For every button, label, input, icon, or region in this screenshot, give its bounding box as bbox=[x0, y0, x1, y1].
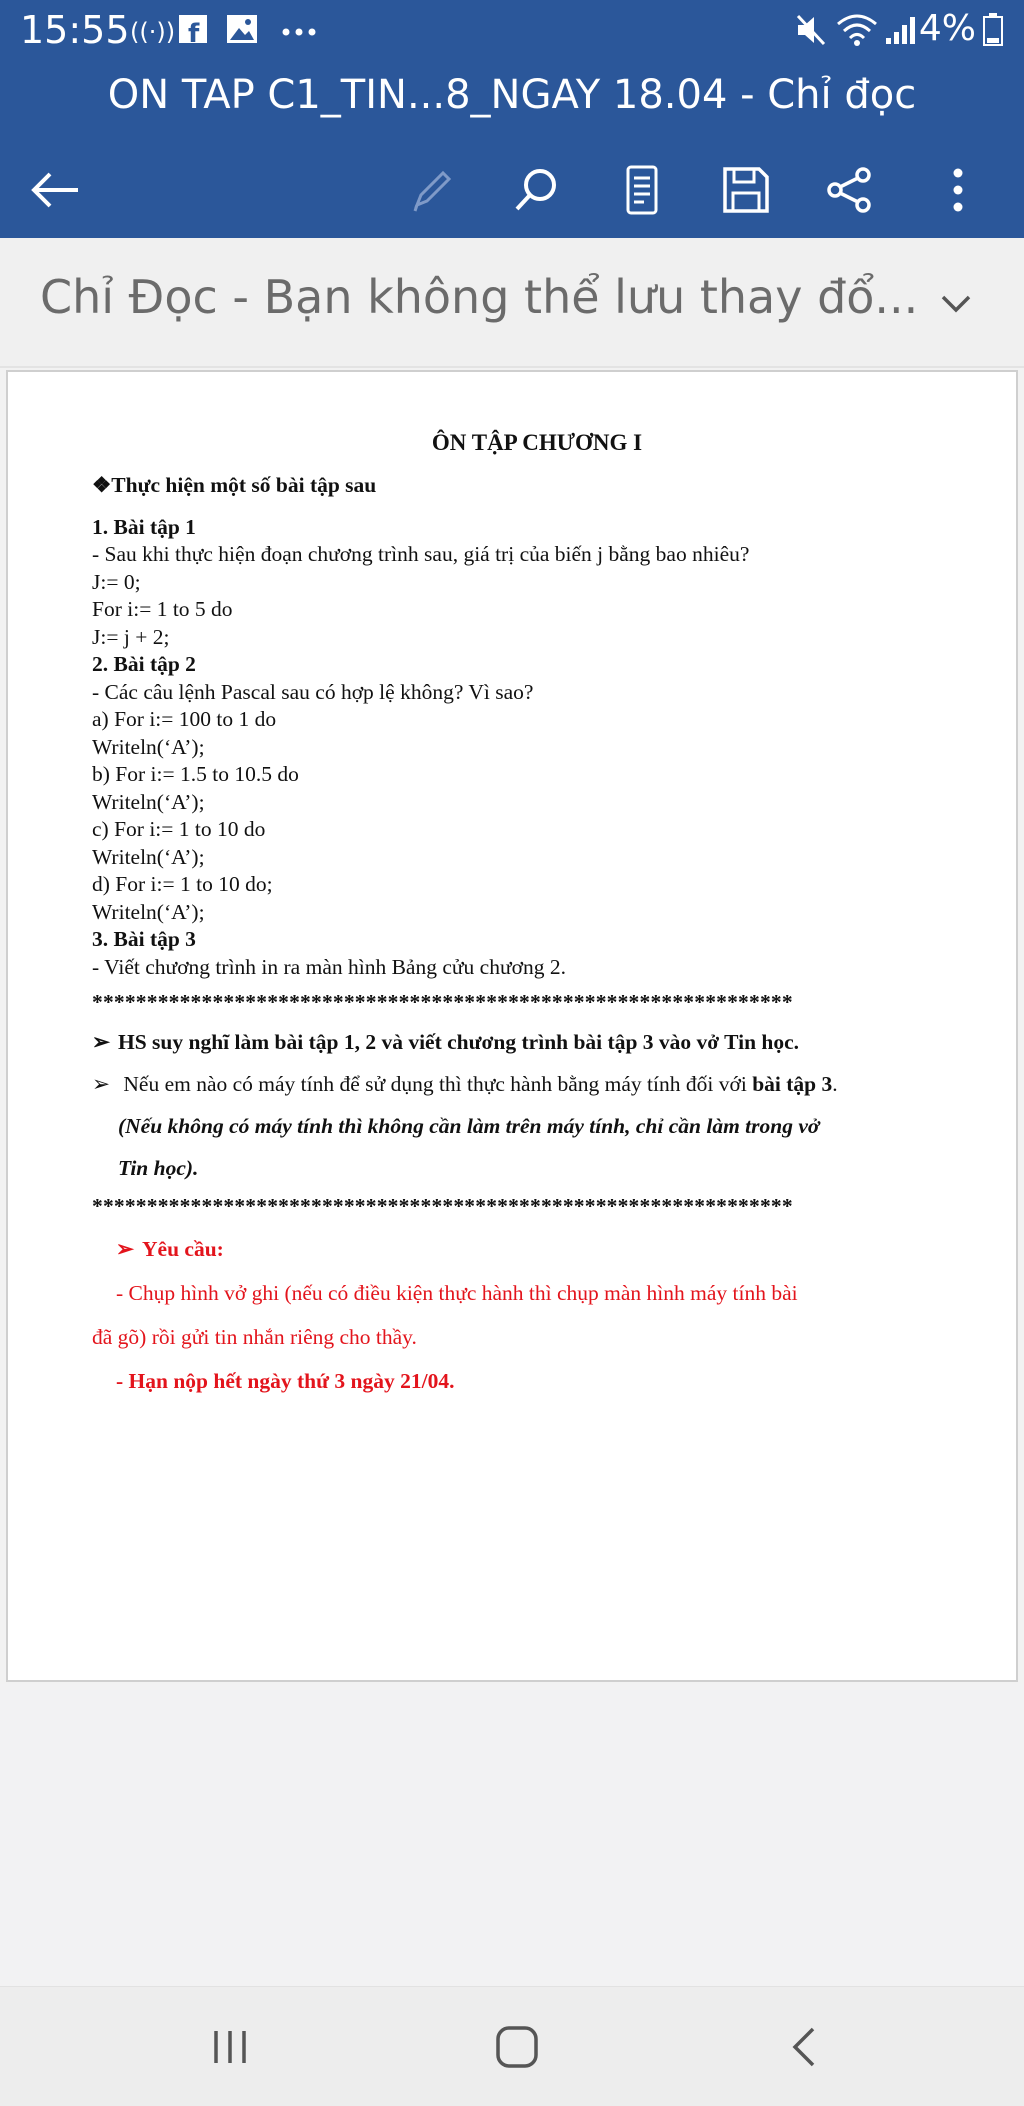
requirement-line-2: đã gõ) rồi gửi tin nhắn riêng cho thầy. bbox=[92, 1325, 417, 1349]
expand-banner-button[interactable] bbox=[928, 276, 984, 332]
deadline: - Hạn nộp hết ngày thứ 3 ngày 21/04. bbox=[116, 1369, 455, 1393]
doc-line: b) For i:= 1.5 to 10.5 do bbox=[92, 762, 299, 786]
doc-line: J:= 0; bbox=[92, 569, 141, 594]
wifi-icon bbox=[836, 12, 878, 52]
exercise-1-heading: 1. Bài tập 1 bbox=[92, 514, 196, 539]
status-bar bbox=[0, 0, 1024, 62]
back-icon bbox=[789, 2025, 819, 2069]
doc-line: c) For i:= 1 to 10 do bbox=[92, 817, 266, 841]
read-only-banner[interactable] bbox=[0, 238, 1024, 368]
separator: **************************************************************** bbox=[92, 990, 793, 1014]
requirements-title: Yêu cầu: bbox=[142, 1237, 224, 1261]
signal-icon bbox=[884, 12, 920, 52]
recent-apps-button[interactable] bbox=[190, 2007, 270, 2087]
note-2-italic-2: Tin học). bbox=[118, 1156, 199, 1180]
note-2 bbox=[92, 1063, 972, 1105]
separator: **************************************************************** bbox=[92, 1194, 793, 1218]
more-options-button[interactable] bbox=[918, 150, 998, 230]
exercise-3-heading: 3. Bài tập 3 bbox=[92, 927, 196, 951]
note-1-text: HS suy nghĩ làm bài tập 1, 2 và viết chương trình bài tập 3 vào vở Tin học. bbox=[118, 1030, 800, 1054]
title-bar bbox=[0, 62, 1024, 142]
svg-text:((·)): ((·)) bbox=[130, 18, 176, 46]
toolbar bbox=[0, 142, 1024, 238]
more-dots-icon bbox=[280, 12, 320, 50]
back-button[interactable] bbox=[16, 150, 96, 230]
note-2-bold: bài tập 3 bbox=[752, 1072, 833, 1096]
nav-back-button[interactable] bbox=[764, 2007, 844, 2087]
save-icon bbox=[721, 165, 771, 215]
doc-line: J:= j + 2; bbox=[92, 624, 170, 649]
doc-line: For i:= 1 to 5 do bbox=[92, 597, 233, 621]
exercise-2-heading: 2. Bài tập 2 bbox=[92, 652, 196, 676]
svg-text:f: f bbox=[188, 19, 200, 49]
search-button[interactable] bbox=[496, 150, 576, 230]
gallery-icon bbox=[226, 12, 258, 50]
doc-line: Writeln(‘A’); bbox=[92, 899, 205, 924]
nfc-icon bbox=[128, 12, 176, 52]
doc-line: - Sau khi thực hiện đoạn chương trình sau, giá trị của biến j bằng bao nhiêu? bbox=[92, 542, 750, 566]
note-2-suffix: . bbox=[832, 1072, 838, 1096]
battery-icon bbox=[982, 12, 1004, 52]
home-button[interactable] bbox=[477, 2007, 557, 2087]
note-2-italic-1: (Nếu không có máy tính thì không cần làm trên máy tính, chỉ cần làm trong vở bbox=[118, 1114, 820, 1138]
chevron-down-icon bbox=[940, 294, 972, 314]
mute-icon bbox=[794, 12, 828, 52]
doc-line: d) For i:= 1 to 10 do; bbox=[92, 872, 273, 896]
doc-line: Writeln(‘A’); bbox=[92, 789, 205, 814]
document-page[interactable] bbox=[6, 370, 1018, 1682]
doc-line: a) For i:= 100 to 1 do bbox=[92, 707, 277, 731]
read-only-message: Chỉ Đọc - Bạn không thể lưu thay đổ... bbox=[40, 270, 919, 324]
arrow-bullet-icon: ➢ bbox=[92, 1030, 111, 1054]
note-2-text: Nếu em nào có máy tính để sử dụng thì thực hành bằng máy tính đối với bbox=[123, 1072, 753, 1096]
note-1 bbox=[92, 1021, 972, 1063]
doc-line: - Viết chương trình in ra màn hình Bảng cửu chương 2. bbox=[92, 954, 566, 979]
search-icon bbox=[511, 165, 561, 215]
empty-area bbox=[0, 1684, 1024, 1986]
doc-line: - Các câu lệnh Pascal sau có hợp lệ không? Vì sao? bbox=[92, 679, 534, 704]
battery-level: 4% bbox=[918, 8, 976, 49]
navigation-bar bbox=[0, 1986, 1024, 2106]
document-title: ON TAP C1_TIN...8_NGAY 18.04 - Chỉ đọc bbox=[107, 72, 917, 118]
arrow-bullet-icon: ➢ bbox=[116, 1237, 135, 1261]
home-icon bbox=[494, 2024, 540, 2070]
save-button[interactable] bbox=[706, 150, 786, 230]
doc-line: Writeln(‘A’); bbox=[92, 734, 205, 759]
document-body bbox=[92, 428, 972, 1403]
reading-view-button[interactable] bbox=[602, 150, 682, 230]
requirements-heading bbox=[92, 1227, 972, 1271]
requirement-line-1: - Chụp hình vở ghi (nếu có điều kiện thực hành thì chụp màn hình máy tính bài bbox=[116, 1281, 798, 1305]
doc-intro: ❖Thực hiện một số bài tập sau bbox=[92, 473, 377, 497]
back-arrow-icon bbox=[30, 170, 82, 210]
status-time: 15:55 bbox=[20, 8, 130, 52]
reading-view-icon bbox=[622, 164, 662, 216]
arrow-bullet-icon: ➢ bbox=[92, 1072, 111, 1096]
edit-pencil-icon bbox=[407, 165, 457, 215]
doc-line: Writeln(‘A’); bbox=[92, 844, 205, 869]
share-icon bbox=[825, 165, 875, 215]
share-button[interactable] bbox=[810, 150, 890, 230]
edit-button[interactable] bbox=[392, 150, 472, 230]
recent-apps-icon bbox=[208, 2027, 252, 2067]
more-vert-icon bbox=[948, 165, 968, 215]
doc-heading: ÔN TẬP CHƯƠNG I bbox=[431, 430, 643, 455]
facebook-icon bbox=[178, 12, 208, 50]
